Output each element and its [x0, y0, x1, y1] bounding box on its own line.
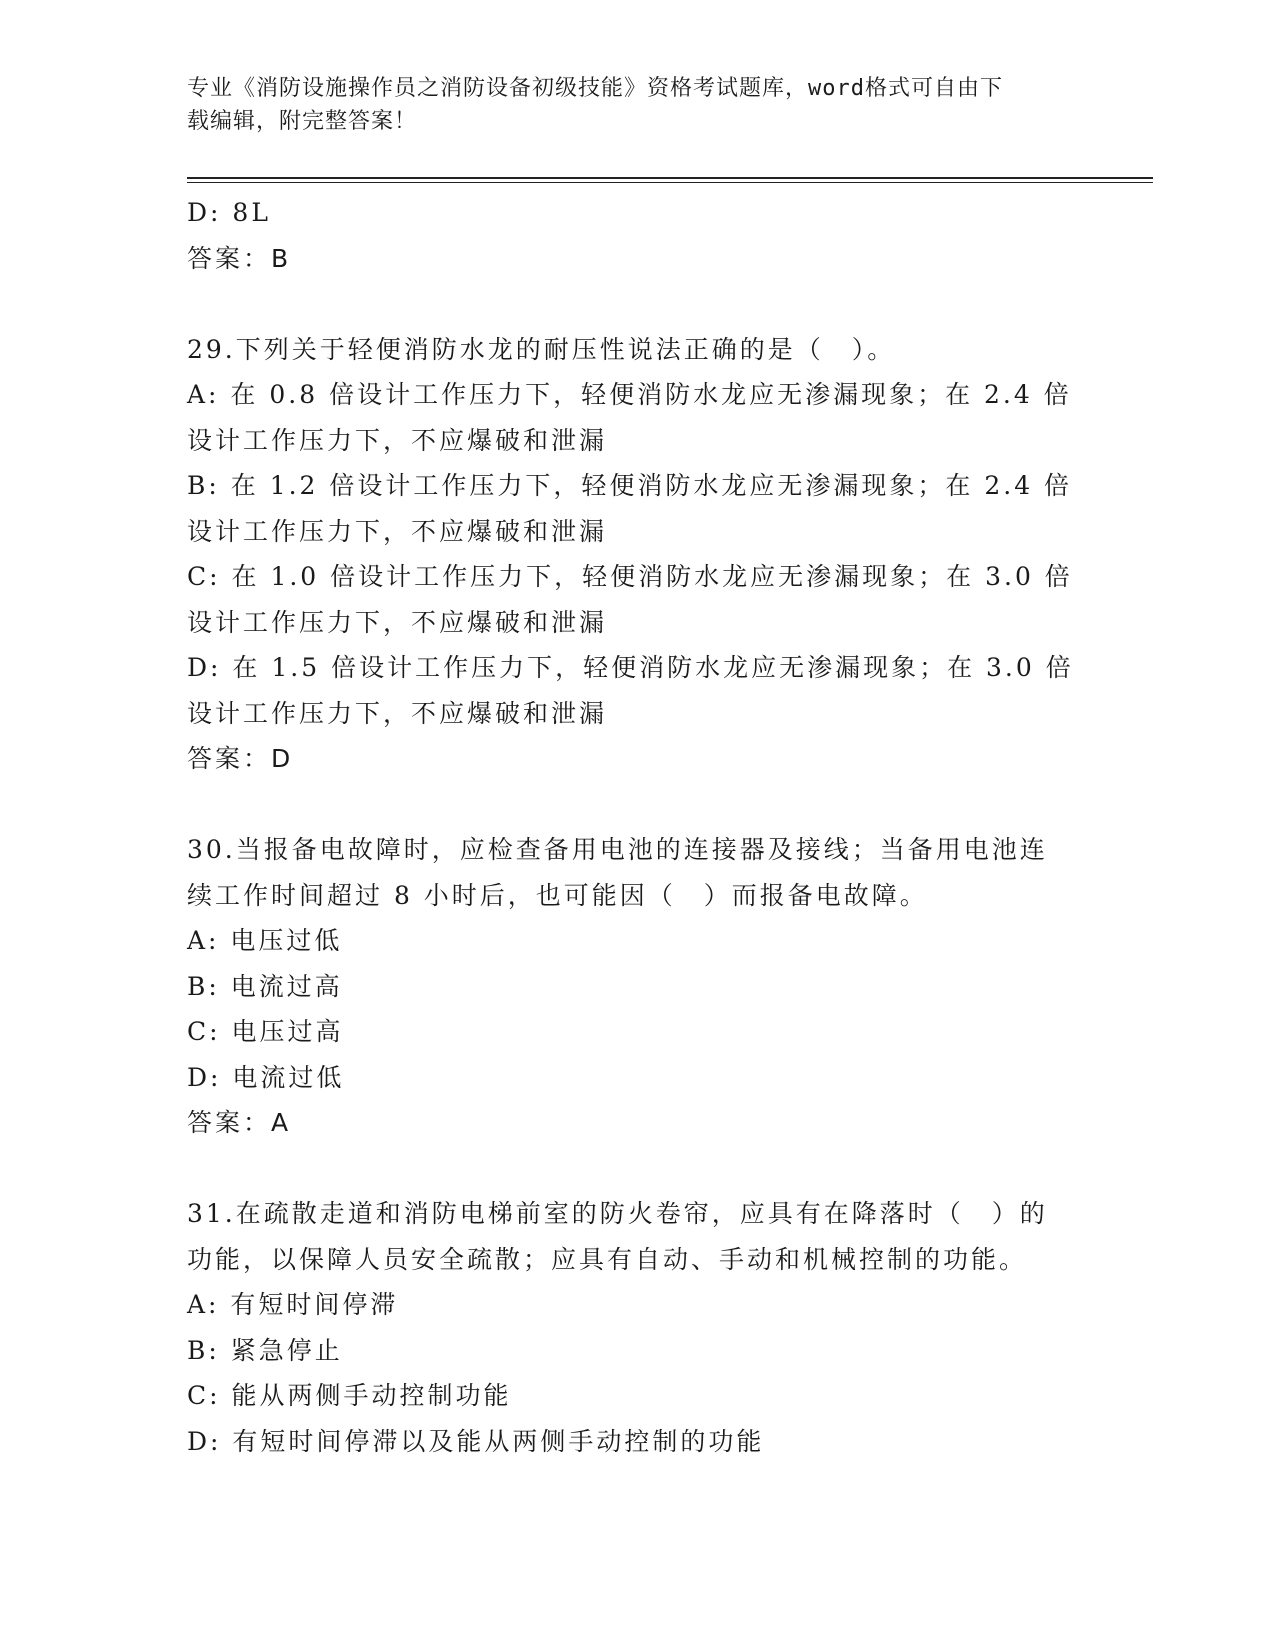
option-d-cont: 设计工作压力下，不应爆破和泄漏 — [187, 698, 608, 728]
document-body — [187, 190, 1087, 1464]
header-line-2: 载编辑，附完整答案！ — [187, 109, 418, 134]
option-d: D: 电流过低 — [187, 1062, 345, 1092]
option-a: A: 有短时间停滞 — [187, 1290, 399, 1319]
header-line-1: 专业《消防设施操作员之消防设备初级技能》资格考试题库，word格式可自由下 — [187, 76, 1003, 101]
question-31 — [187, 1191, 1087, 1464]
option-c: C: 能从两侧手动控制功能 — [187, 1381, 512, 1410]
header-rule-thin — [187, 182, 1153, 183]
answer: 答案：A — [187, 1108, 292, 1137]
option-a: A: 电压过低 — [187, 926, 343, 955]
option-c: C: 在 1.0 倍设计工作压力下，轻便消防水龙应无渗漏现象；在 3.0 倍 — [187, 562, 1073, 591]
option-c-cont: 设计工作压力下，不应爆破和泄漏 — [187, 607, 608, 637]
option-b: B: 在 1.2 倍设计工作压力下，轻便消防水龙应无渗漏现象；在 2.4 倍 — [187, 471, 1073, 500]
option-a: A: 在 0.8 倍设计工作压力下，轻便消防水龙应无渗漏现象；在 2.4 倍 — [187, 380, 1072, 409]
question-30 — [187, 827, 1087, 1146]
question-stem-cont: 续工作时间超过 8 小时后，也可能因（ ）而报备电故障。 — [187, 880, 928, 910]
question-stem: 31.在疏散走道和消防电梯前室的防火卷帘，应具有在降落时（ ）的 — [187, 1199, 1048, 1228]
option-b: B: 电流过高 — [187, 971, 343, 1001]
question-stem: 30.当报备电故障时，应检查备用电池的连接器及接线；当备用电池连 — [187, 835, 1048, 864]
previous-question-tail — [187, 190, 1087, 281]
header-rule-thick — [187, 177, 1153, 179]
option-d: D: 在 1.5 倍设计工作压力下，轻便消防水龙应无渗漏现象；在 3.0 倍 — [187, 653, 1074, 682]
option-d: D: 有短时间停滞以及能从两侧手动控制的功能 — [187, 1426, 765, 1456]
option-c: C: 电压过高 — [187, 1017, 344, 1046]
option-b-cont: 设计工作压力下，不应爆破和泄漏 — [187, 516, 608, 546]
question-29 — [187, 327, 1087, 782]
question-stem-cont: 功能，以保障人员安全疏散；应具有自动、手动和机械控制的功能。 — [187, 1244, 1028, 1274]
answer: 答案：B — [187, 243, 292, 273]
option-b: B: 紧急停止 — [187, 1335, 343, 1365]
option-a-cont: 设计工作压力下，不应爆破和泄漏 — [187, 425, 608, 455]
question-stem: 29.下列关于轻便消防水龙的耐压性说法正确的是（ ）。 — [187, 334, 896, 364]
page-header — [187, 72, 1067, 138]
answer: 答案：D — [187, 744, 294, 773]
option-d: D: 8L — [187, 198, 271, 227]
